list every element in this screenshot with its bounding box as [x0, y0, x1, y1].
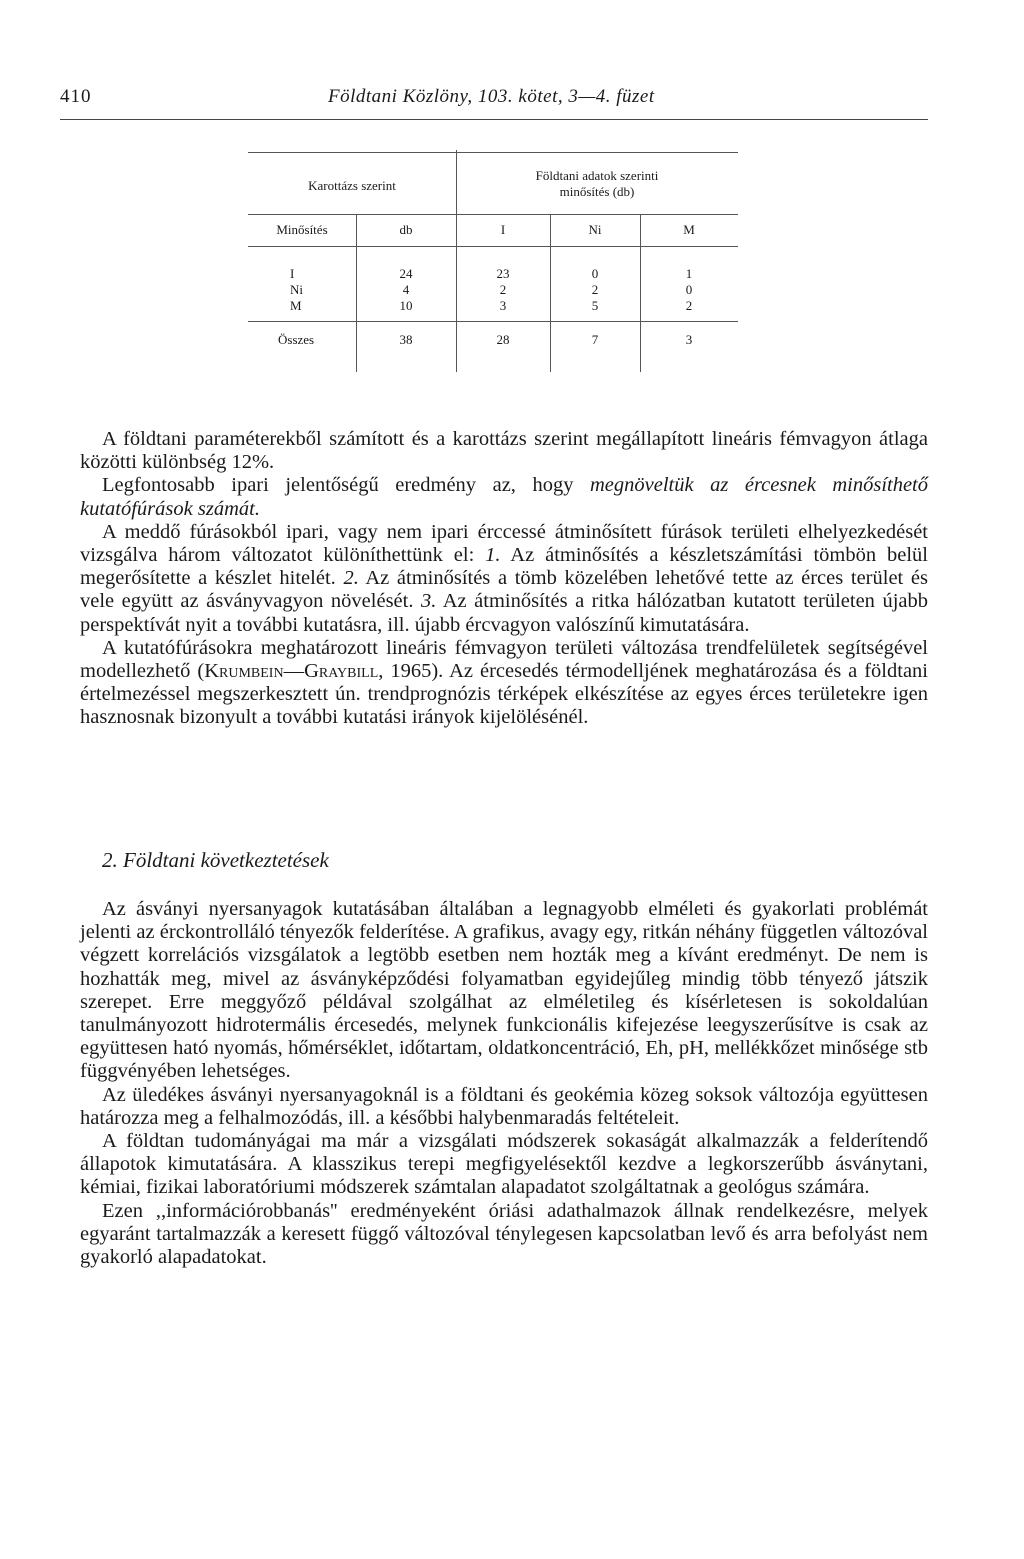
paragraph: A földtan tudományágai ma már a vizsgálati módszerek sokaságát alkalmazzák a felderítendő állapotok kimutatására. A klasszikus terepi megfigyelésektől kezdve a legkorszerűbb ásványtani, kémiai, fizikai laboratóriumi módszerek számtalan alapadatot szolgáltatnak a geológus számára.	[80, 1130, 928, 1199]
table-cell: 0	[591, 266, 599, 281]
paragraph	[80, 474, 928, 520]
table-cell: M	[290, 298, 302, 313]
paragraph-text: A kutatófúrásokra meghatározott lineáris fémvagyon területi változása trendfelületek segítségével modellezhető (	[80, 636, 928, 683]
paragraph-text: , 1965). Az ércesedés térmodelljének meghatározása és a földtani értelmezéssel megszerkesztett ún. trendprognózis térképek elkészítése az egyes érces területekre igen hasznosnak bizonyult a további kutatási irányok kijelölésénél.	[80, 660, 928, 729]
paragraph	[80, 637, 928, 730]
list-number: 2.	[343, 567, 359, 590]
column-header: M	[683, 222, 695, 237]
paragraph	[80, 521, 928, 637]
column-header: I	[500, 222, 506, 237]
list-number: 1.	[485, 544, 501, 567]
table-rule	[248, 214, 738, 215]
table-cell: 10	[399, 298, 413, 313]
section-title: 2. Földtani következtetések	[102, 848, 329, 872]
table-cell: 5	[591, 298, 599, 313]
table-rule	[248, 321, 738, 322]
list-number: 3.	[420, 590, 437, 613]
group-header-right-line1: Földtani adatok szerinti	[535, 168, 659, 183]
table-cell: 28	[496, 332, 510, 347]
column-header: db	[399, 222, 413, 237]
table-rule	[248, 246, 738, 247]
group-header-left: Karottázs szerint	[308, 178, 396, 193]
table-cell: I	[290, 266, 295, 281]
paragraph: Ezen ,,információrobbanás'' eredményeként óriási adathalmazok állnak rendelkezésre, melyek egyaránt tartalmazzák a keresett függő változóval ténylegesen kapcsolatban levő és arra befolyást nem gyakorló alapadatokat.	[80, 1199, 928, 1269]
table-cell: 1	[685, 266, 693, 281]
paragraph-text: Az átminősítés a ritka hálózatban kutatott területen újabb perspektívát nyit a további kutatásra, ill. újabb ércvagyon valószínű kimutatására.	[80, 590, 928, 636]
table-cell: 38	[399, 332, 413, 347]
paragraph-text: Az átminősítés a készletszámítási tömbön belül megerősítette a készlet hitelét.	[80, 544, 928, 590]
running-header	[60, 86, 928, 116]
table-cell: Összes	[278, 332, 315, 347]
table-cell: 2	[591, 282, 599, 297]
paragraph-text: Legfontosabb ipari jelentőségű eredmény az, hogy	[102, 474, 590, 497]
table-top-rule	[248, 152, 738, 153]
table-cell: 24	[399, 266, 413, 281]
body-text-block-2	[80, 898, 928, 1269]
column-header: Ni	[588, 222, 602, 237]
table-cell: 4	[402, 282, 410, 297]
table-cell: 2	[685, 298, 693, 313]
page-number: 410	[60, 86, 92, 107]
classification-table	[248, 150, 738, 372]
paragraph	[80, 428, 928, 474]
header-rule	[60, 119, 928, 120]
table-cell: 7	[591, 332, 599, 347]
group-header-right-line2: minősítés (db)	[559, 184, 635, 199]
paragraph-text: A meddő fúrásokból ipari, vagy nem ipari érccessé átminősített fúrások területi elhelyezkedését vizsgálva három változatot különíthettünk el:	[80, 520, 928, 567]
emphasis-text: megnöveltük az ércesnek minősíthető kutatófúrások számát.	[80, 474, 928, 520]
table-cell: 0	[685, 282, 693, 297]
table-cell: 3	[685, 332, 693, 347]
paragraph: Az üledékes ásványi nyersanyagoknál is a földtani és geokémia közeg soksok változója együttesen határozza meg a felhalmozódás, ill. a későbbi halybenmaradás feltételeit.	[80, 1083, 928, 1129]
author-citation: Krumbein—Graybill	[204, 660, 379, 683]
paragraph: Az ásványi nyersanyagok kutatásában általában a legnagyobb elméleti és gyakorlati problémát jelenti az érckontrolláló tényezők felderítése. A grafikus, avagy egy, ritkán néhány független változóval végzett korrelációs vizsgálatok a legtöbb esetben nem hozták meg a kívánt eredményt. De nem is hozhatták meg, mivel az ásványképződési folyamatban egyidejűleg mindig több tényező játszik szerepet. Erre meggyőző példával szolgálhat az elméletileg és kísérletesen is sokoldalúan tanulmányozott hidrotermális ércesedés, melynek funkcionális kifejezése leegyszerűsítve is csak az együttesen ható nyomás, hőmérséklet, időtartam, oldatkoncentráció, Eh, pH, mellékkőzet minősége stb függvényében lehetséges.	[80, 898, 928, 1083]
column-header: Minősítés	[276, 222, 328, 237]
table-cell: Ni	[290, 282, 303, 297]
table-cell: 3	[499, 298, 507, 313]
paragraph-text: A földtani paraméterekből számított és a karottázs szerint megállapított lineáris fémvagyon átlaga közötti különbség 12%.	[80, 428, 928, 474]
table-cell: 2	[499, 282, 507, 297]
table-cell: 23	[496, 266, 510, 281]
journal-title: Földtani Közlöny, 103. kötet, 3—4. füzet	[328, 86, 655, 107]
body-text-block-1	[80, 428, 928, 730]
paragraph-text: Az átminősítés a tömb közelében lehetővé tette az érces terület és vele együtt az ásványvagyon növelését.	[80, 567, 928, 613]
